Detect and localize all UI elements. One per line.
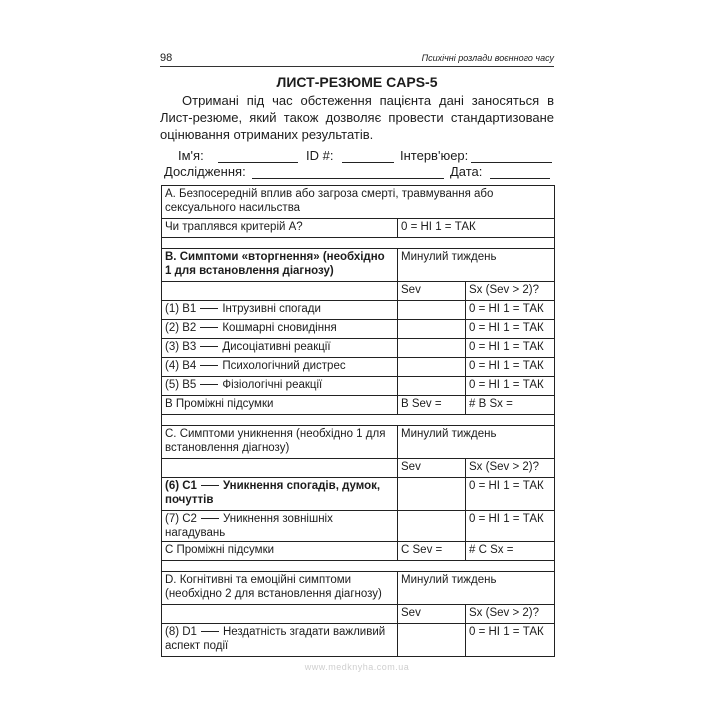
- sx-scale[interactable]: 0 = НІ 1 = ТАК: [466, 339, 555, 358]
- sx-scale[interactable]: 0 = НІ 1 = ТАК: [466, 511, 555, 542]
- sev-cell[interactable]: [398, 478, 466, 511]
- dash-mark: [200, 327, 218, 328]
- dash-mark: [200, 365, 218, 366]
- item-code: (2) B2: [165, 322, 197, 334]
- dash-mark: [201, 631, 219, 632]
- section-c-sev-header: Sev: [398, 459, 466, 478]
- footer-watermark: www.medknyha.com.ua: [304, 662, 410, 672]
- section-b-sev-header: Sev: [398, 282, 466, 301]
- section-c-sx-header: Sx (Sev > 2)?: [466, 459, 555, 478]
- section-c-heading: C. Симптоми уникнення (необхідно 1 для встановлення діагнозу): [162, 426, 398, 459]
- table-row: [162, 301, 555, 320]
- sev-cell[interactable]: [398, 358, 466, 377]
- interviewer-label: Інтерв'юер:: [400, 148, 469, 163]
- sx-scale[interactable]: 0 = НІ 1 = ТАК: [466, 358, 555, 377]
- dash-mark: [201, 518, 219, 519]
- item-d1: [162, 624, 398, 657]
- section-b-col-header-row: [162, 282, 555, 301]
- section-b-sev-total[interactable]: B Sev =: [398, 396, 466, 415]
- sx-scale[interactable]: 0 = НІ 1 = ТАК: [466, 377, 555, 396]
- item-text: Уникнення зовнішніх нагадувань: [165, 513, 333, 539]
- dash-mark: [200, 346, 218, 347]
- item-code: (6) C1: [165, 480, 197, 492]
- item-code: (5) B5: [165, 379, 197, 391]
- item-text: Кошмарні сновидіння: [222, 322, 337, 334]
- spacer-row: [162, 561, 555, 572]
- section-b-heading-row: [162, 249, 555, 282]
- dash-mark: [200, 308, 218, 309]
- item-b3: [162, 339, 398, 358]
- section-d-sx-header: Sx (Sev > 2)?: [466, 605, 555, 624]
- page-title: ЛИСТ-РЕЗЮМЕ CAPS-5: [276, 74, 438, 90]
- section-d-heading-row: [162, 572, 555, 605]
- table-row: [162, 377, 555, 396]
- item-code: (4) B4: [165, 360, 197, 372]
- section-b-sx-header: Sx (Sev > 2)?: [466, 282, 555, 301]
- item-c2: [162, 511, 398, 542]
- date-blank[interactable]: [490, 178, 550, 179]
- table-row: [162, 358, 555, 377]
- table-row: [162, 478, 555, 511]
- section-d-heading: D. Когнітивні та емоційні симптоми (необхідно 2 для встановлення діагнозу): [162, 572, 398, 605]
- sx-scale[interactable]: 0 = НІ 1 = ТАК: [466, 301, 555, 320]
- section-d-sev-header: Sev: [398, 605, 466, 624]
- item-code: (8) D1: [165, 626, 197, 638]
- running-title: Психічні розлади воєнного часу: [421, 53, 554, 63]
- sev-cell[interactable]: [398, 511, 466, 542]
- section-c-subtotal-row: [162, 542, 555, 561]
- criterion-a-question: Чи траплявся критерій А?: [162, 219, 398, 238]
- section-c-heading-row: [162, 426, 555, 459]
- section-b-period: Минулий тиждень: [398, 249, 555, 282]
- running-header: [160, 52, 554, 67]
- criterion-a-scale[interactable]: 0 = НІ 1 = ТАК: [398, 219, 555, 238]
- item-b5: [162, 377, 398, 396]
- item-text: Інтрузивні спогади: [222, 303, 321, 315]
- section-d-col-header-row: [162, 605, 555, 624]
- section-c-subtotal-label: C Проміжні підсумки: [162, 542, 398, 561]
- section-c-period: Минулий тиждень: [398, 426, 555, 459]
- criterion-a-row: [162, 219, 555, 238]
- item-text: Уникнення спогадів, думок, почуттів: [165, 480, 381, 506]
- item-text: Нездатність згадати важливий аспект події: [165, 626, 386, 652]
- item-b1: [162, 301, 398, 320]
- section-c-sx-total[interactable]: # C Sx =: [466, 542, 555, 561]
- dash-mark: [200, 384, 218, 385]
- sev-cell[interactable]: [398, 624, 466, 657]
- page-number: 98: [160, 52, 173, 64]
- section-d-period: Минулий тиждень: [398, 572, 555, 605]
- spacer-row: [162, 238, 555, 249]
- sx-scale[interactable]: 0 = НІ 1 = ТАК: [466, 478, 555, 511]
- id-blank[interactable]: [342, 162, 394, 163]
- date-label: Дата:: [450, 164, 483, 179]
- item-text: Дисоціативні реакції: [222, 341, 331, 353]
- name-blank[interactable]: [218, 162, 298, 163]
- section-a-heading-row: [162, 186, 555, 219]
- item-text: Фізіологічні реакції: [222, 379, 323, 391]
- section-c-sev-total[interactable]: C Sev =: [398, 542, 466, 561]
- item-code: (3) B3: [165, 341, 197, 353]
- section-c-col-header-row: [162, 459, 555, 478]
- section-a-heading: А. Безпосередній вплив або загроза смерті, травмування або сексуального насильства: [162, 186, 555, 219]
- item-code: (1) B1: [165, 303, 197, 315]
- item-b2: [162, 320, 398, 339]
- name-label: Ім'я:: [178, 148, 204, 163]
- table-row: [162, 511, 555, 542]
- item-c1: [162, 478, 398, 511]
- sx-scale[interactable]: 0 = НІ 1 = ТАК: [466, 320, 555, 339]
- table-row: [162, 624, 555, 657]
- section-b-subtotal-label: B Проміжні підсумки: [162, 396, 398, 415]
- table-row: [162, 320, 555, 339]
- sev-cell[interactable]: [398, 339, 466, 358]
- table-row: [162, 339, 555, 358]
- item-text: Психологічний дистрес: [222, 360, 346, 372]
- sx-scale[interactable]: 0 = НІ 1 = ТАК: [466, 624, 555, 657]
- sev-cell[interactable]: [398, 301, 466, 320]
- spacer-row: [162, 415, 555, 426]
- sev-cell[interactable]: [398, 377, 466, 396]
- section-b-sx-total[interactable]: # B Sx =: [466, 396, 555, 415]
- caps5-summary-table: [161, 185, 555, 657]
- item-code: (7) C2: [165, 513, 197, 525]
- study-blank[interactable]: [252, 178, 444, 179]
- intro-paragraph: Отримані під час обстеження пацієнта дані заносяться в Лист-резюме, який також дозволяє провести стандартизоване оцінювання отриманих результатів.: [160, 93, 554, 142]
- dash-mark: [201, 485, 219, 486]
- section-b-subtotal-row: [162, 396, 555, 415]
- sev-cell[interactable]: [398, 320, 466, 339]
- item-b4: [162, 358, 398, 377]
- study-label: Дослідження:: [164, 164, 246, 179]
- section-b-heading: B. Симптоми «вторгнення» (необхідно 1 для встановлення діагнозу): [162, 249, 398, 282]
- id-label: ID #:: [306, 148, 334, 163]
- interviewer-blank[interactable]: [471, 162, 552, 163]
